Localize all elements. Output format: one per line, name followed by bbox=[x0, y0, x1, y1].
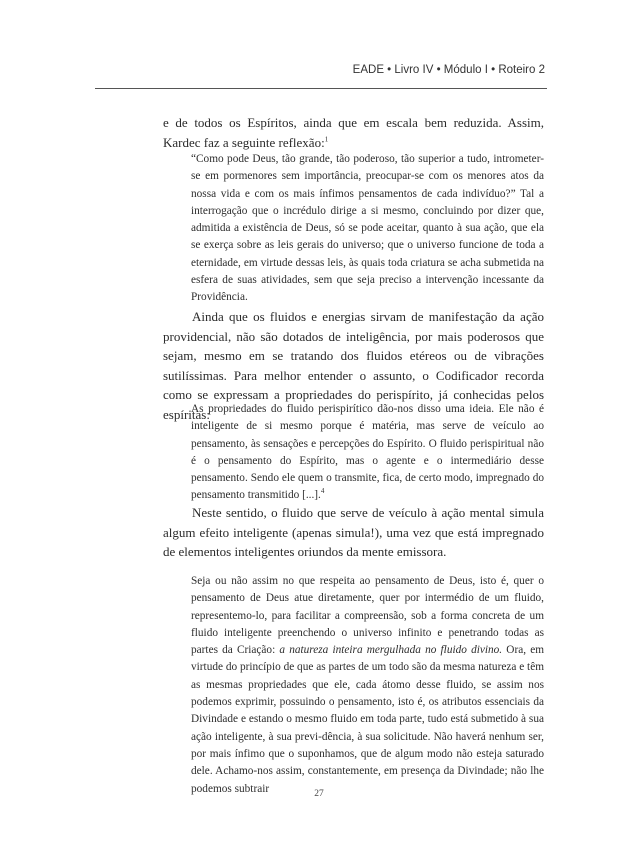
footnote-ref-1: 1 bbox=[324, 135, 329, 144]
header-rule bbox=[95, 88, 547, 89]
block-quote-3-emphasis: a natureza inteira mergulhada no fluido divino. bbox=[279, 644, 503, 657]
paragraph-1-text: e de todos os Espíritos, ainda que em escala bem reduzida. Assim, Kardec faz a seguinte reflexão: bbox=[163, 115, 544, 150]
paragraph-1 bbox=[163, 113, 544, 152]
block-quote-2 bbox=[191, 401, 544, 505]
block-quote-2-text: As propriedades do fluido perispirítico dão-nos disso uma ideia. Ele não é inteligente de si mesmo porque é matéria, mas serve de veículo ao pensamento, às sensações e percepções do Espírito. O fluido perispiritual não é o pensamento do Espírito, mas o agente e o intermediário desse pensamento. Sendo ele quem o transmite, fica, de certo modo, impregnado do pensamento transmitido [...]. bbox=[191, 403, 544, 502]
block-quote-3 bbox=[191, 573, 544, 798]
paragraph-2: Ainda que os fluidos e energias sirvam de manifestação da ação providencial, não são dotados de inteligência, por mais poderosos que sejam, mesmo em se tratando dos fluidos etéreos ou de vibrações sutilíssimas. Para melhor entender o assunto, o Codificador recorda como se expressam a propriedades do perispírito, já conhecidas pelos espíritas: bbox=[163, 309, 544, 422]
block-quote-1: “Como pode Deus, tão grande, tão poderoso, tão superior a tudo, intrometer-se em pormenores sem importância, preocupar-se com os menores atos da nossa vida e com os mais ínfimos pensamentos de cada indivíduo?” Tal a interrogação que o incrédulo dirige a si mesmo, concluindo por dizer que, admitida a existência de Deus, só se pode aceitar, quanto à sua ação, que ela se exerça sobre as leis gerais do universo; que o universo funcione de toda a eternidade, em virtude dessas leis, às quais toda criatura se acha submetida na esfera de suas atividades, sem que seja preciso a intervenção incessante da Providência. bbox=[191, 153, 544, 304]
footnote-ref-4: 4 bbox=[320, 487, 325, 496]
running-header: EADE • Livro IV • Módulo I • Roteiro 2 bbox=[352, 64, 545, 76]
block-quote-3-text-b: Ora, em virtude do princípio de que as partes de um todo são da mesma natureza e têm as mesmas propriedades que ele, cada átomo desse fluido, se assim nos podemos exprimir, possuindo o pensamento, isto é, os atributos essenciais da Divindade e estando o mesmo fluido em toda parte, tudo está submetido à sua ação inteligente, à sua previ-dência, à sua solicitude. Não haverá nenhum ser, por mais ínfimo que o suponhamos, que de algum modo não esteja saturado dele. Achamo-nos assim, constantemente, em presença da Divindade; não lhe podemos subtrair bbox=[191, 644, 545, 795]
paragraph-3: Neste sentido, o fluido que serve de veículo à ação mental simula algum efeito inteligente (apenas simula!), uma vez que está impregnado de elementos inteligentes oriundos da mente emissora. bbox=[163, 505, 544, 559]
page-number: 27 bbox=[314, 789, 324, 799]
block-quote-3-text-a: Seja ou não assim no que respeita ao pensamento de Deus, isto é, quer o pensamento de Deus atue diretamente, quer por intermédio de um fluido, representemo-lo, para facilitar a compreensão, sob a forma concreta de um fluido inteligente preenchendo o universo infinito e penetrando todas as partes da Criação: bbox=[191, 575, 544, 657]
